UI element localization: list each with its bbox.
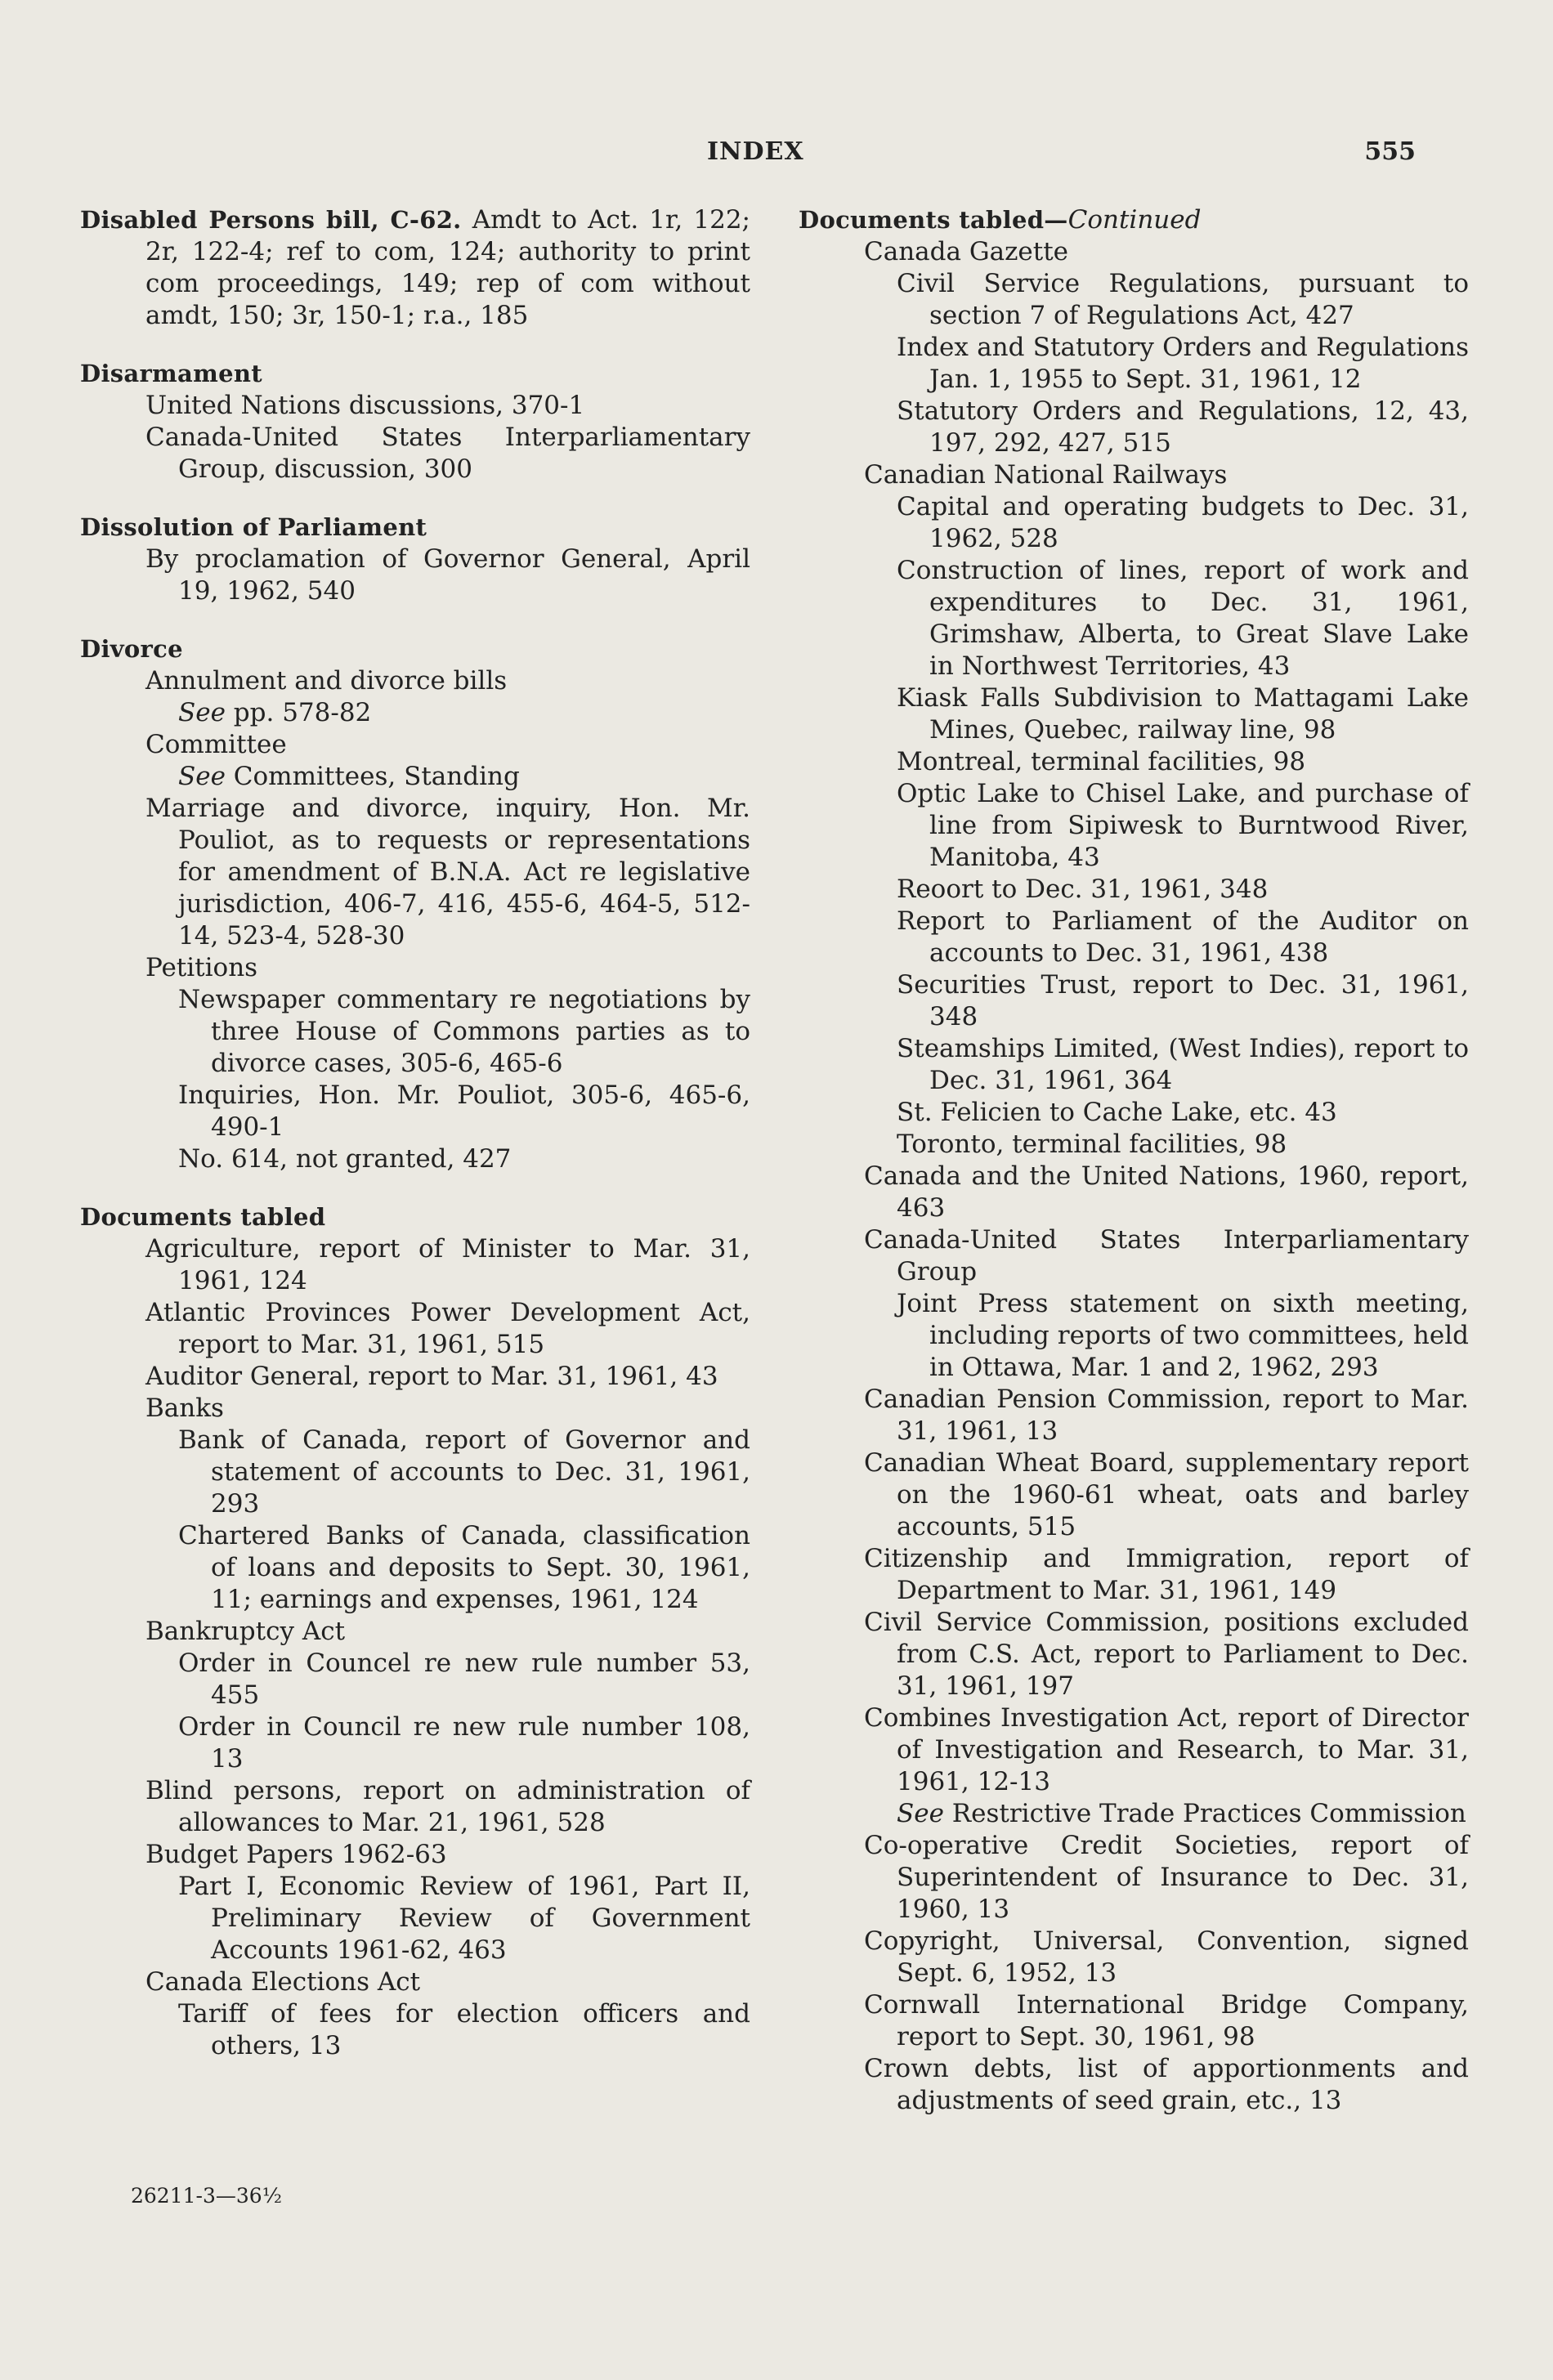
index-subentry: Agriculture, report of Minister to Mar. 31, 1961, 124: [145, 1234, 750, 1295]
index-subsubentry: See pp. 578-82: [178, 698, 372, 727]
index-subsubentry: Montreal, terminal facilities, 98: [897, 747, 1306, 776]
continued-label: Continued: [1067, 205, 1202, 235]
index-subsubentry: Chartered Banks of Canada, classification of loans and deposits to Sept. 30, 1961, 11; earnings and expenses, 1961, 124: [178, 1521, 750, 1614]
page-number: 555: [1364, 137, 1416, 166]
index-subentry: Copyright, Universal, Convention, signed Sept. 6, 1952, 13: [864, 1926, 1469, 1988]
index-entry: [80, 358, 750, 485]
index-subsubentry: Report to Parliament of the Auditor on accounts to Dec. 31, 1961, 438: [897, 906, 1469, 968]
index-subsubentry: See Restrictive Trade Practices Commission: [897, 1799, 1466, 1828]
index-subentry: By proclamation of Governor General, April 19, 1962, 540: [145, 544, 750, 606]
index-subsubentry: Construction of lines, report of work and expenditures to Dec. 31, 1961, Grimshaw, Alberta, to Great Slave Lake in Northwest Territories, 43: [897, 556, 1469, 681]
index-subsubentry: Statutory Orders and Regulations, 12, 43, 197, 292, 427, 515: [897, 396, 1469, 458]
index-subsubentry: Steamships Limited, (West Indies), report to Dec. 31, 1961, 364: [897, 1034, 1469, 1095]
index-subentry: Canada-United States Interparliamentary Group: [864, 1225, 1469, 1286]
index-subentry: Auditor General, report to Mar. 31, 1961, 43: [145, 1362, 718, 1391]
index-subsubentry: See Committees, Standing: [178, 762, 520, 791]
running-title: INDEX: [707, 137, 804, 166]
index-subsubentry: Toronto, terminal facilities, 98: [897, 1130, 1287, 1159]
index-subsubentry: Tariff of fees for election officers and others, 13: [178, 1999, 750, 2060]
index-entry: [799, 204, 1469, 2117]
index-entry: [80, 633, 750, 1175]
left-column: [80, 204, 750, 2088]
index-entry: [80, 1201, 750, 2062]
index-subentry: Committee: [145, 730, 287, 759]
index-subsubentry: Optic Lake to Chisel Lake, and purchase of line from Sipiwesk to Burntwood River, Manitoba, 43: [897, 779, 1469, 872]
index-subsubentry: Bank of Canada, report of Governor and statement of accounts to Dec. 31, 1961, 293: [178, 1425, 750, 1519]
index-subentry: Combines Investigation Act, report of Director of Investigation and Research, to Mar. 31, 1961, 12-13: [864, 1703, 1469, 1796]
index-subsubentry: Newspaper commentary re negotiations by three House of Commons parties as to divorce cases, 305-6, 465-6: [178, 985, 750, 1078]
index-subsubentry: St. Felicien to Cache Lake, etc. 43: [897, 1098, 1337, 1127]
index-subsubentry: Index and Statutory Orders and Regulations Jan. 1, 1955 to Sept. 31, 1961, 12: [897, 333, 1469, 394]
index-subsubentry: Part I, Economic Review of 1961, Part II, Preliminary Review of Government Accounts 1961-62, 463: [178, 1872, 750, 1965]
index-subentry: Canadian National Railways: [864, 460, 1228, 490]
index-subentry: Atlantic Provinces Power Development Act, report to Mar. 31, 1961, 515: [145, 1298, 750, 1359]
index-subsubentry: Capital and operating budgets to Dec. 31, 1962, 528: [897, 492, 1469, 553]
index-subentry: Co-operative Credit Societies, report of Superintendent of Insurance to Dec. 31, 1960, 13: [864, 1831, 1469, 1924]
index-heading: Documents tabled—: [799, 206, 1068, 234]
index-subentry: Budget Papers 1962-63: [145, 1840, 447, 1869]
index-subentry: Canada-United States Interparliamentary Group, discussion, 300: [145, 423, 750, 484]
index-subentry: Civil Service Commission, positions excluded from C.S. Act, report to Parliament to Dec. 31, 1961, 197: [864, 1608, 1469, 1701]
index-subsubentry: Reoort to Dec. 31, 1961, 348: [897, 875, 1269, 904]
index-subsubentry: Securities Trust, report to Dec. 31, 1961, 348: [897, 970, 1469, 1031]
index-subentry: Blind persons, report on administration of allowances to Mar. 21, 1961, 528: [145, 1776, 750, 1837]
index-subsubentry: Kiask Falls Subdivision to Mattagami Lake Mines, Quebec, railway line, 98: [897, 683, 1469, 745]
index-text: Amdt to Act. 1r, 122; 2r, 122-4; ref to com, 124; authority to print com proceedings, 149; rep of com without amdt, 150; 3r, 150-1; r.a., 185: [145, 205, 750, 330]
index-subsubentry: Civil Service Regulations, pursuant to section 7 of Regulations Act, 427: [897, 269, 1469, 330]
index-subentry: Canada Gazette: [864, 237, 1069, 266]
index-subsubentry: Order in Councel re new rule number 53, 455: [178, 1649, 750, 1710]
index-subentry: Marriage and divorce, inquiry, Hon. Mr. Pouliot, as to requests or representations for amendment of B.N.A. Act re legislative jurisdiction, 406-7, 416, 455-6, 464-5, 512-14, 523-4, 528-30: [145, 794, 750, 951]
index-subentry: Banks: [145, 1394, 224, 1423]
index-entry-line: [80, 633, 750, 665]
index-subsubentry: Joint Press statement on sixth meeting, including reports of two committees, held in Ottawa, Mar. 1 and 2, 1962, 293: [897, 1289, 1469, 1382]
index-subentry: Annulment and divorce bills: [145, 666, 508, 696]
index-subentry: Canadian Pension Commission, report to Mar. 31, 1961, 13: [864, 1385, 1469, 1446]
index-entry: [80, 204, 750, 332]
printer-code: 26211-3—36½: [131, 2184, 282, 2208]
index-subentry: Cornwall International Bridge Company, report to Sept. 30, 1961, 98: [864, 1990, 1469, 2051]
index-subentry: Bankruptcy Act: [145, 1617, 346, 1646]
index-subsubentry: No. 614, not granted, 427: [178, 1144, 512, 1174]
index-subentry: United Nations discussions, 370-1: [145, 391, 585, 420]
index-entry: [80, 512, 750, 607]
index-subentry: Crown debts, list of apportionments and adjustments of seed grain, etc., 13: [864, 2054, 1469, 2115]
index-subentry: Citizenship and Immigration, report of Department to Mar. 31, 1961, 149: [864, 1544, 1469, 1605]
right-column: [799, 204, 1469, 2143]
index-heading: Documents tabled: [80, 1203, 326, 1231]
index-entry-line: [80, 512, 750, 544]
index-subsubentry: Inquiries, Hon. Mr. Pouliot, 305-6, 465-6, 490-1: [178, 1080, 750, 1142]
index-subentry: Canadian Wheat Board, supplementary report on the 1960-61 wheat, oats and barley accounts, 515: [864, 1448, 1469, 1541]
index-entry-line: [80, 204, 750, 332]
index-heading: Disabled Persons bill, C-62.: [80, 206, 462, 234]
index-entry-line: [799, 204, 1469, 236]
index-subentry: Canada and the United Nations, 1960, report, 463: [864, 1161, 1469, 1223]
index-heading: Disarmament: [80, 360, 262, 387]
index-subentry: Petitions: [145, 953, 258, 982]
index-subentry: Canada Elections Act: [145, 1967, 421, 1997]
index-subsubentry: Order in Council re new rule number 108, 13: [178, 1712, 750, 1774]
index-entry-line: [80, 358, 750, 390]
index-entry-line: [80, 1201, 750, 1233]
index-heading: Dissolution of Parliament: [80, 513, 427, 541]
index-heading: Divorce: [80, 635, 183, 663]
